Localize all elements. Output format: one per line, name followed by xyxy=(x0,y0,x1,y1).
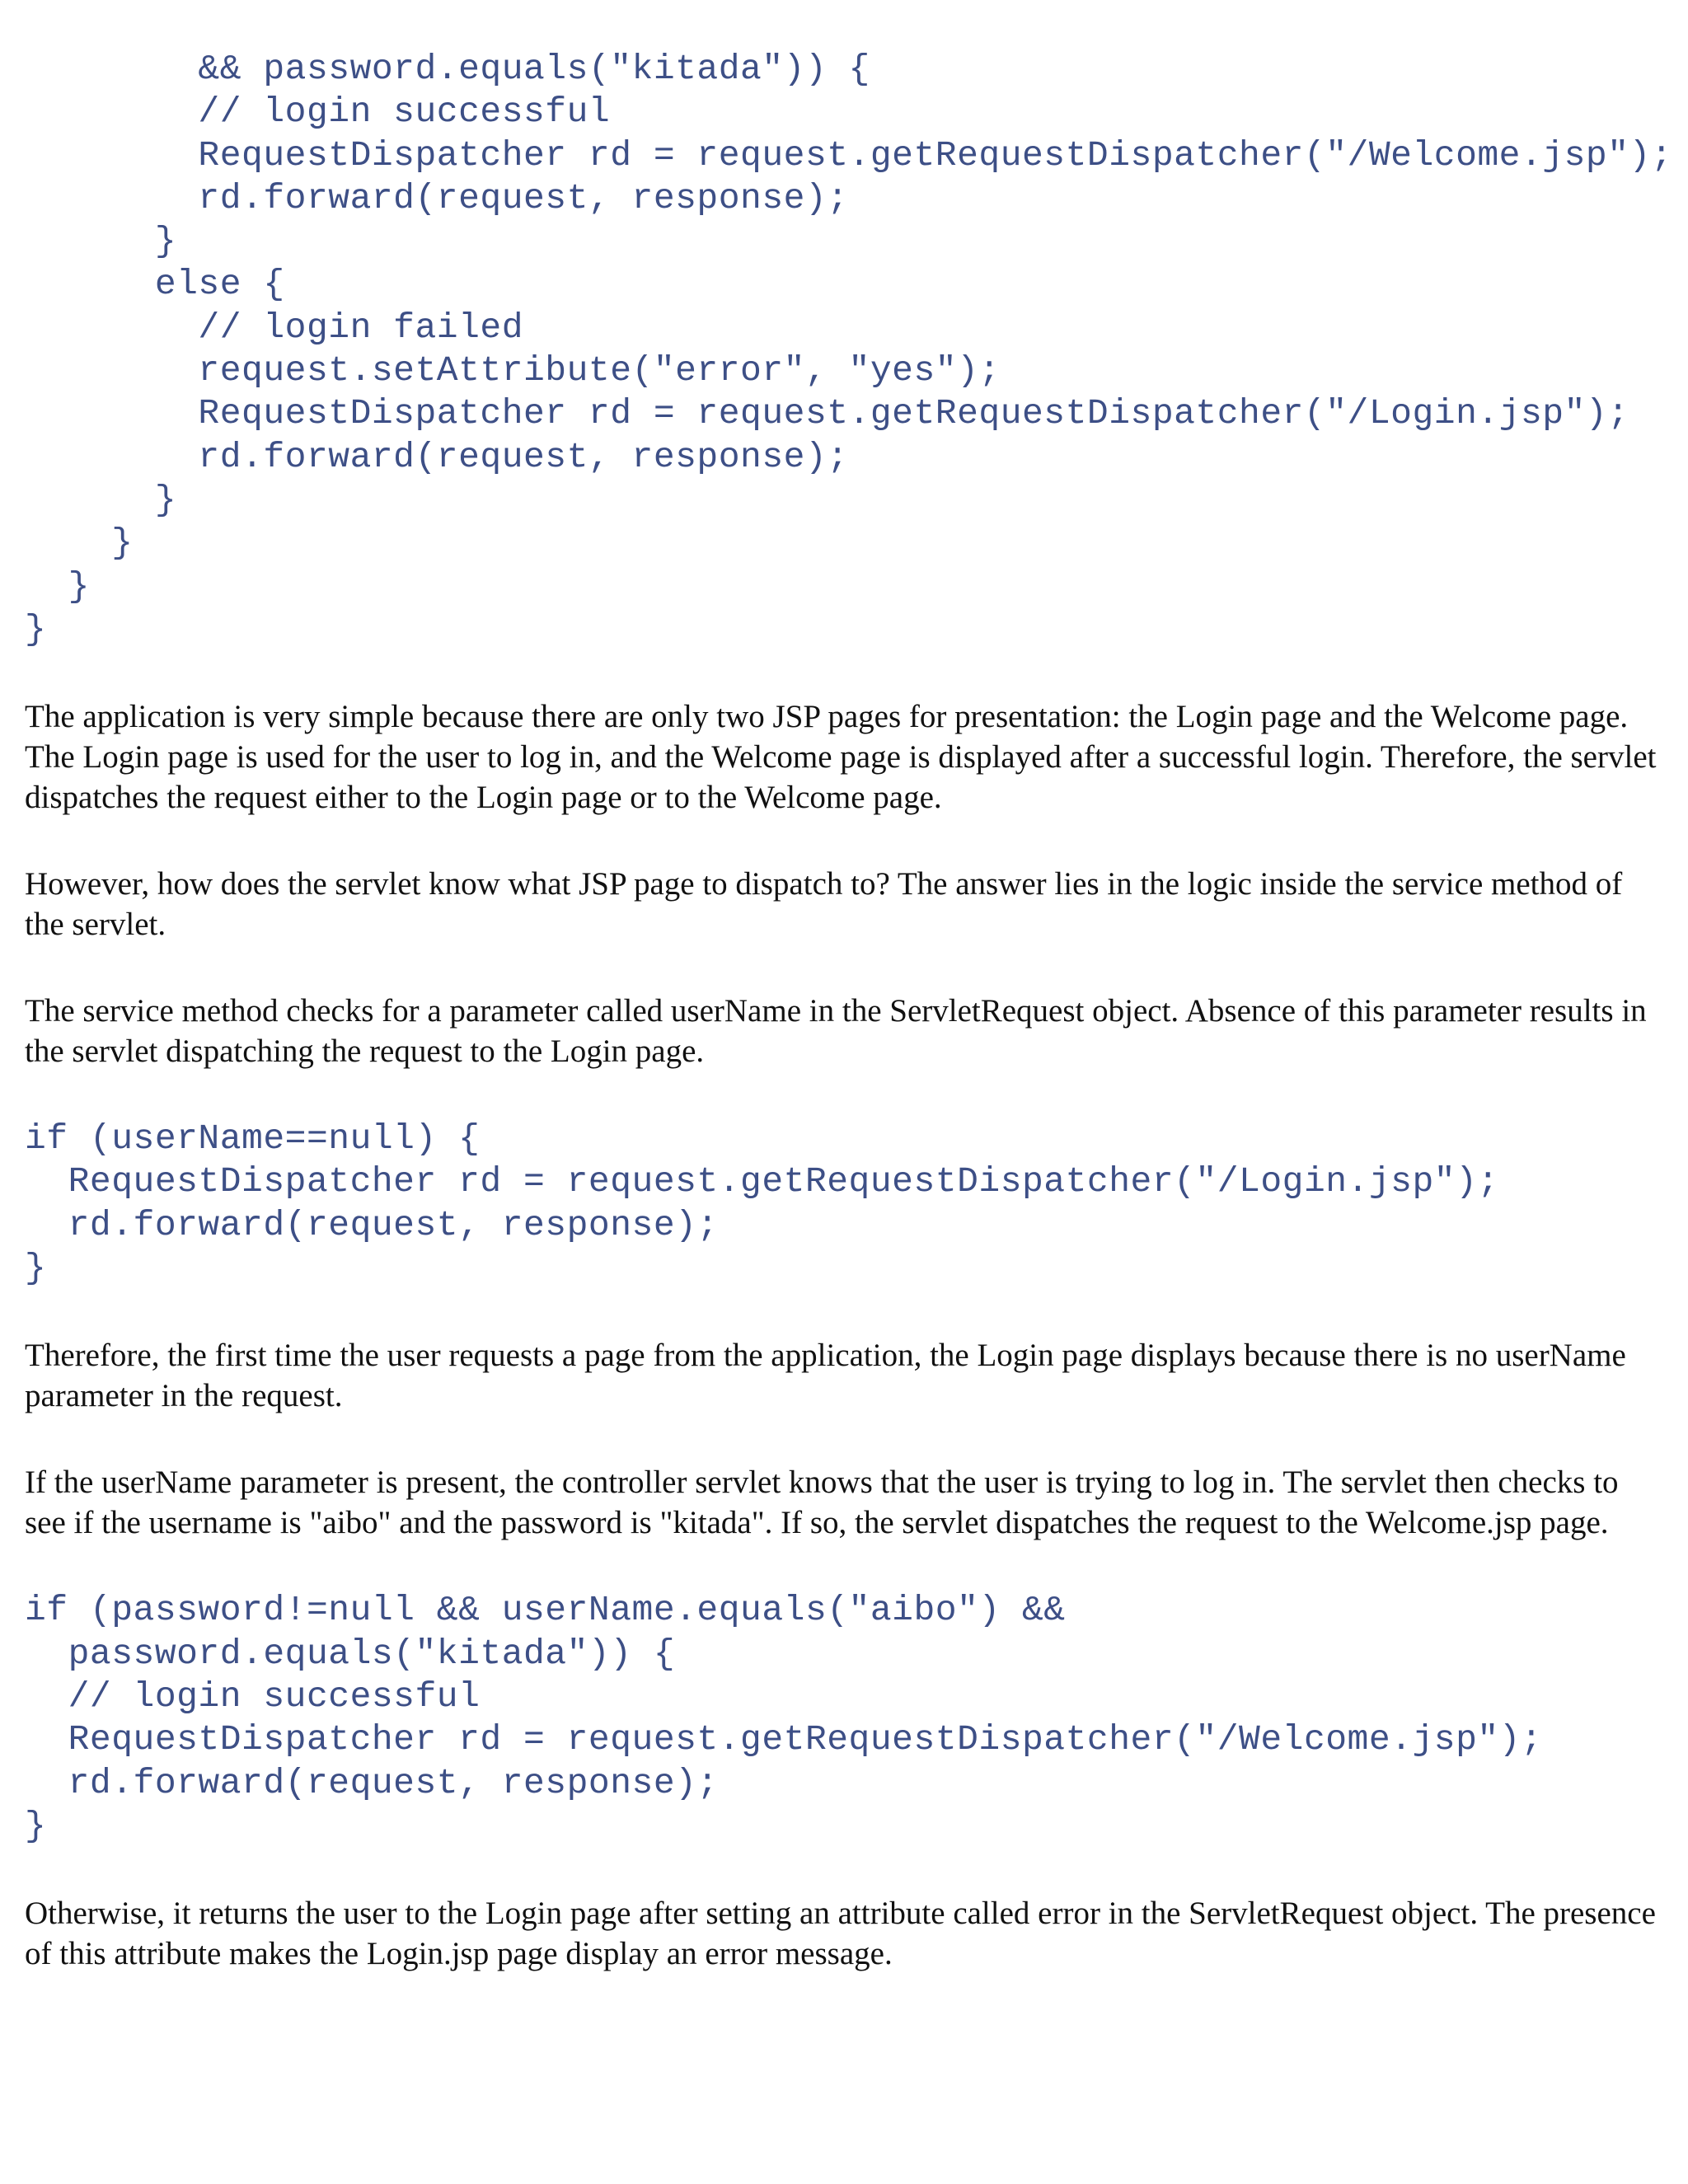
code-line: // login successful xyxy=(25,1675,481,1717)
code-line: if (userName==null) { xyxy=(25,1118,481,1160)
code-line: } xyxy=(25,565,90,607)
paragraph-credentials-check: If the userName parameter is present, the controller servlet knows that the user is trying to log in. The servlet then checks to see if the username is "aibo" and the password is "kitada". If so, the servlet dispatches the request to the Welcome.jsp page. xyxy=(25,1465,1619,1541)
code-block-login-success xyxy=(25,1589,1665,1848)
code-block-login-check-continued xyxy=(25,48,1673,651)
paragraph-app-overview: The application is very simple because there are only two JSP pages for presentation: the Login page and the Welcome page. The Login page is used for the user to log in, and the Welcome page is displayed after a successful login. Therefore, the servlet dispatches the request either to the Login page or to the Welcome page. xyxy=(25,699,1657,816)
code-line: rd.forward(request, response); xyxy=(25,177,849,218)
paragraph-service-method: The service method checks for a parameter called userName in the ServletRequest object. Absence of this parameter results in the servlet dispatching the request to the Login page. xyxy=(25,993,1647,1070)
code-line: } xyxy=(25,523,134,564)
paragraph-first-request: Therefore, the first time the user requests a page from the application, the Login page displays because there is no userName parameter in the request. xyxy=(25,1338,1626,1414)
code-line: rd.forward(request, response); xyxy=(25,1204,719,1245)
code-line: RequestDispatcher rd = request.getRequestDispatcher("/Welcome.jsp"); xyxy=(25,1719,1543,1760)
document-page xyxy=(25,48,1673,1974)
code-line: request.setAttribute("error", "yes"); xyxy=(25,350,1001,391)
code-line: } xyxy=(25,1805,47,1846)
code-line: // login failed xyxy=(25,307,523,348)
code-line: else { xyxy=(25,264,285,305)
code-line: RequestDispatcher rd = request.getRequestDispatcher("/Login.jsp"); xyxy=(25,393,1629,434)
code-line: && password.equals("kitada")) { xyxy=(25,49,870,89)
paragraph-login-error: Otherwise, it returns the user to the Login page after setting an attribute called error in the ServletRequest object. The presence of this attribute makes the Login.jsp page display an error message. xyxy=(25,1896,1656,1972)
code-line: RequestDispatcher rd = request.getRequestDispatcher("/Welcome.jsp"); xyxy=(25,134,1673,176)
code-line: } xyxy=(25,221,177,262)
code-line: RequestDispatcher rd = request.getRequestDispatcher("/Login.jsp"); xyxy=(25,1161,1499,1202)
code-line: } xyxy=(25,479,177,520)
code-line: } xyxy=(25,1248,47,1289)
code-line: rd.forward(request, response); xyxy=(25,436,849,477)
code-line: } xyxy=(25,608,47,649)
paragraph-dispatch-question: However, how does the servlet know what JSP page to dispatch to? The answer lies in the logic inside the service method of the servlet. xyxy=(25,866,1623,943)
code-line: rd.forward(request, response); xyxy=(25,1762,719,1803)
code-line: if (password!=null && userName.equals("aibo") && xyxy=(25,1590,1066,1631)
code-block-username-null xyxy=(25,1118,1665,1290)
code-line: password.equals("kitada")) { xyxy=(25,1633,676,1674)
code-line: // login successful xyxy=(25,91,611,133)
